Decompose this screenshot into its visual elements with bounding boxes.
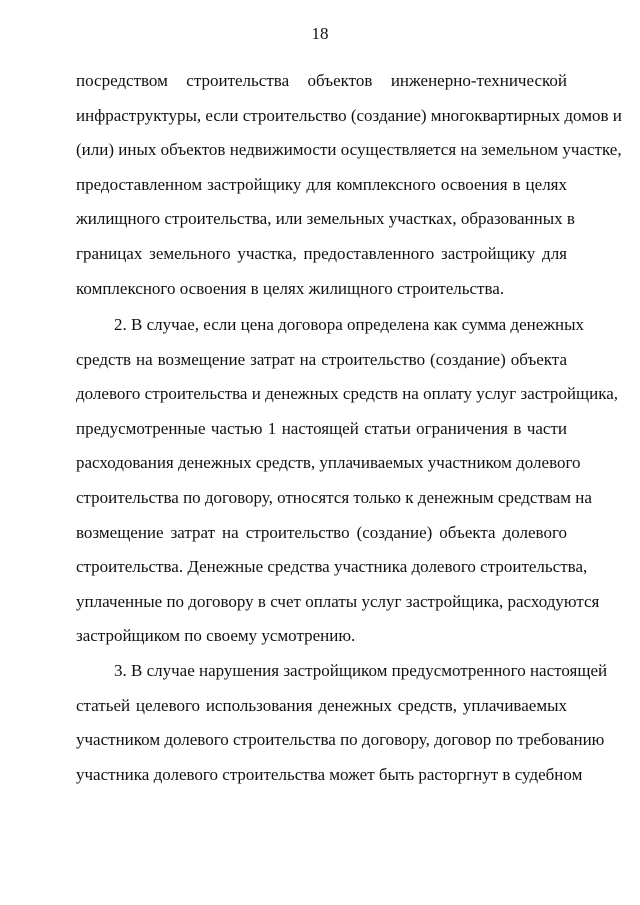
text-line: долевого строительства и денежных средств на оплату услуг застройщика, (76, 384, 619, 404)
text-line: 3. В случае нарушения застройщиком предусмотренного настоящей (114, 661, 608, 680)
text-line: (или) иных объектов недвижимости осуществляется на земельном участке, (76, 140, 622, 160)
text-line: строительства по договору, относятся только к денежным средствам на (76, 487, 592, 507)
text-line: 2. В случае, если цена договора определена как сумма денежных (114, 315, 585, 334)
text-line: возмещение затрат на строительство (создание) объекта долевого (76, 522, 567, 542)
text-line: комплексного освоения в целях жилищного строительства. (76, 278, 505, 298)
text-line: предоставленном застройщику для комплексного освоения в целях (76, 174, 567, 194)
paragraph-1 (76, 64, 622, 306)
text-line: уплаченные по договору в счет оплаты услуг застройщика, расходуются (76, 591, 600, 611)
paragraph-2 (76, 308, 619, 654)
text-line: застройщиком по своему усмотрению. (76, 626, 356, 646)
text-line: инфраструктуры, если строительство (создание) многоквартирных домов и (76, 105, 622, 125)
text-line: жилищного строительства, или земельных участках, образованных в (76, 209, 575, 229)
text-line: средств на возмещение затрат на строительство (создание) объекта (76, 349, 567, 369)
paragraph-3 (76, 654, 608, 792)
text-line: расходования денежных средств, уплачиваемых участником долевого (76, 453, 581, 473)
text-line: статьей целевого использования денежных средств, уплачиваемых (76, 695, 567, 715)
text-line: предусмотренные частью 1 настоящей статьи ограничения в части (76, 418, 567, 438)
text-line: посредством строительства объектов инженерно-технической (76, 71, 567, 90)
text-line: строительства. Денежные средства участника долевого строительства, (76, 557, 588, 577)
text-line: участником долевого строительства по договору, договор по требованию (76, 730, 605, 750)
text-line: границах земельного участка, предоставленного застройщику для (76, 243, 567, 263)
page-number: 18 (311, 24, 329, 43)
text-line: участника долевого строительства может быть расторгнут в судебном (76, 764, 583, 784)
